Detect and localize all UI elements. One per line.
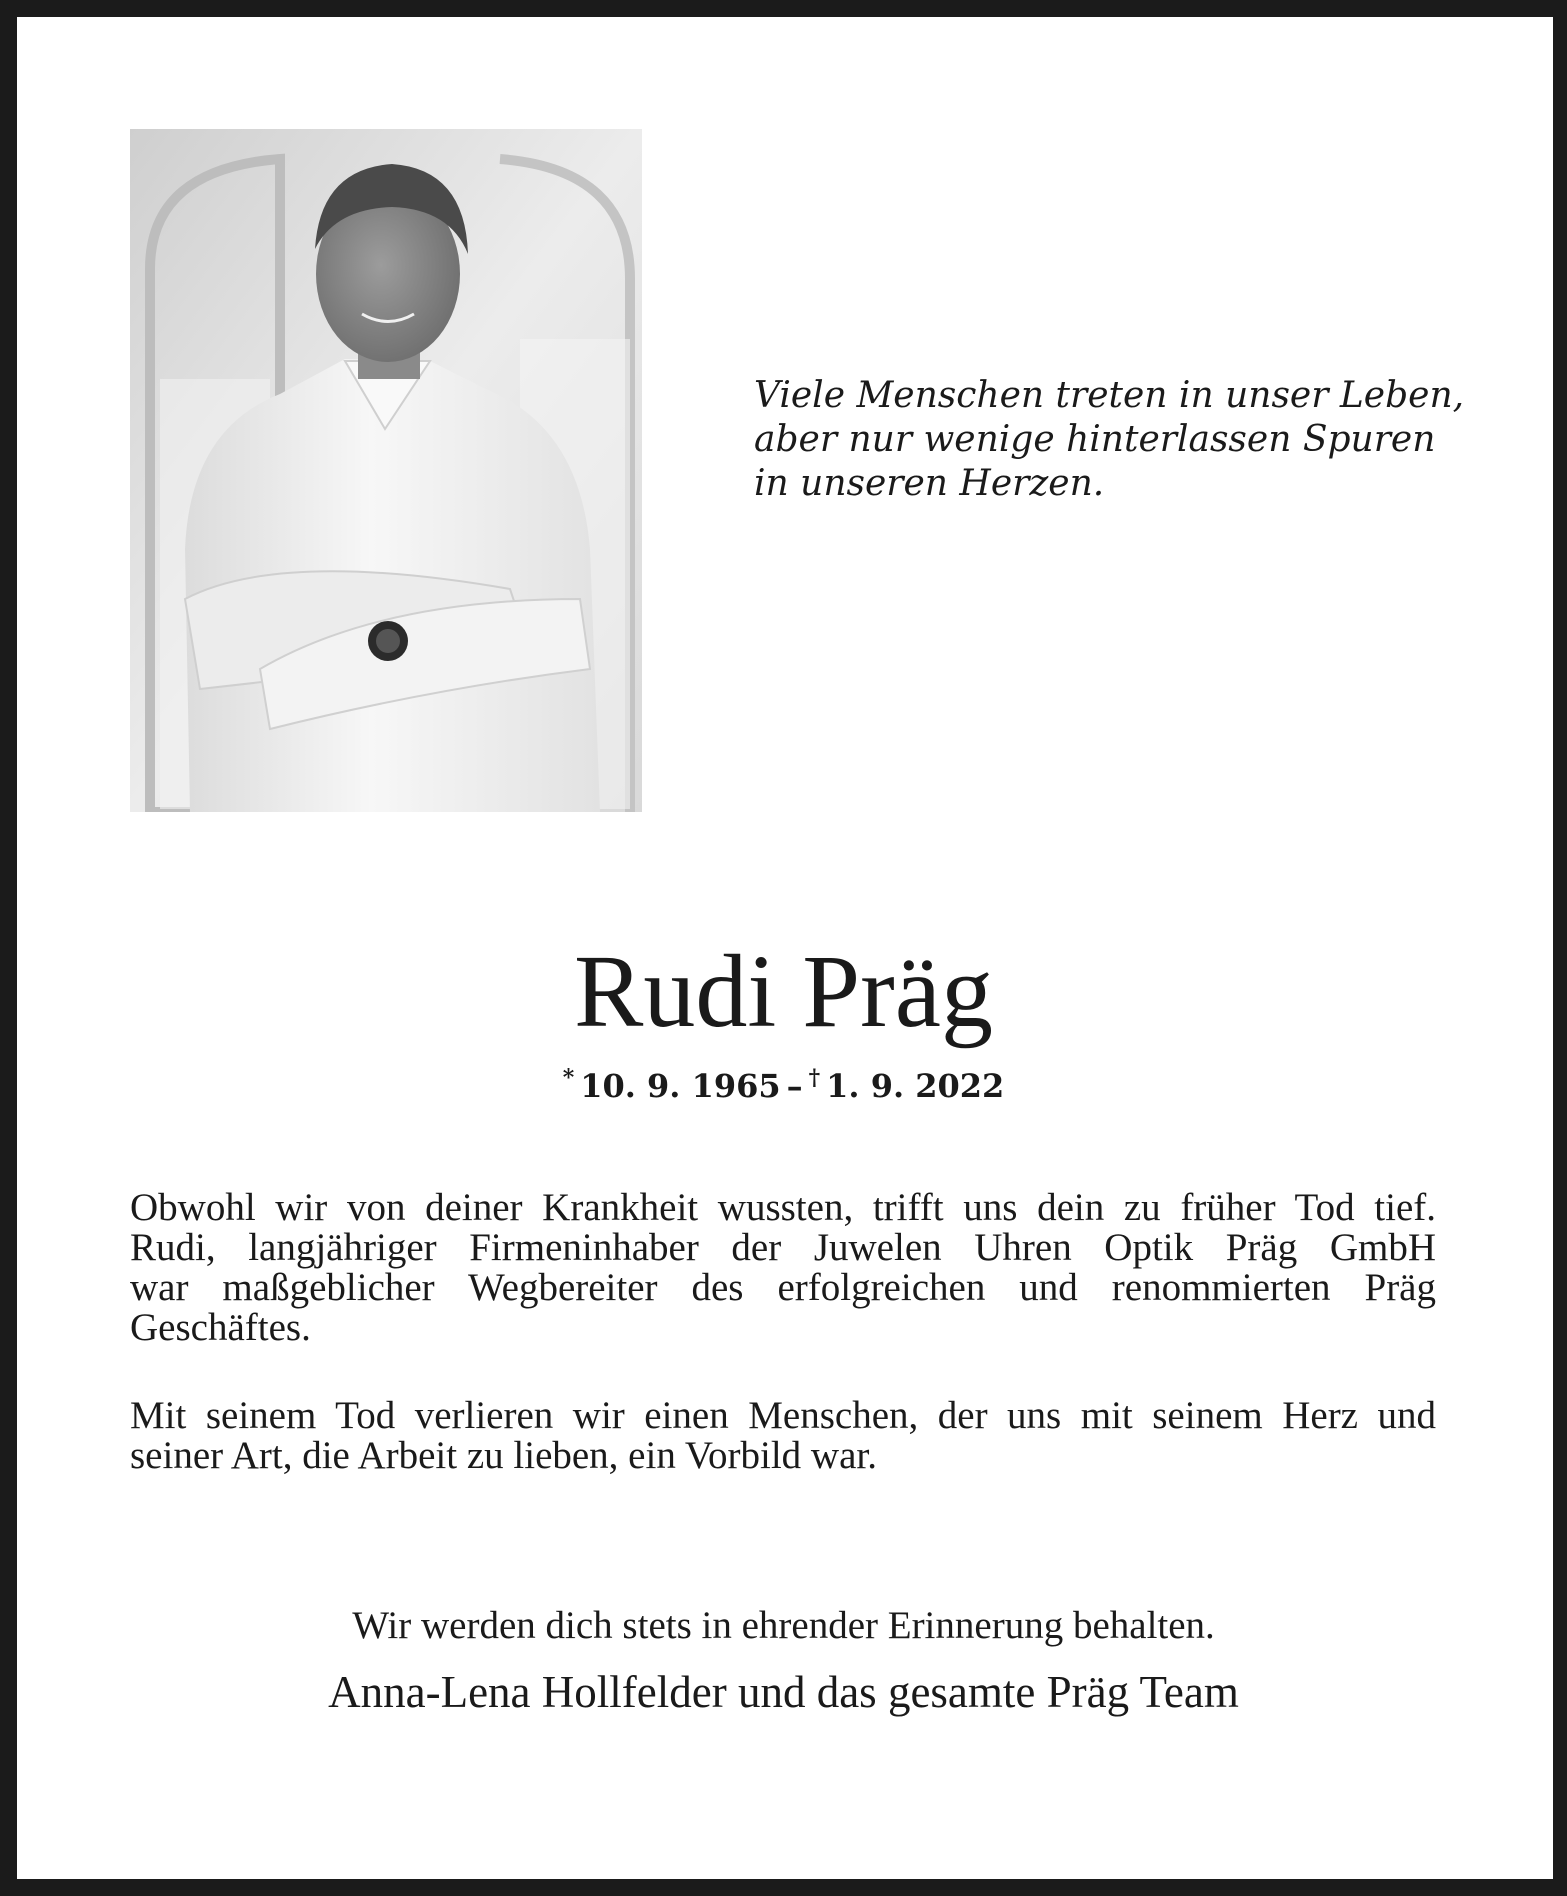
signature: Anna-Lena Hollfelder und das gesamte Präg Team [328,1667,1239,1717]
tribute-paragraph-1 [130,1188,1436,1348]
life-dates [0,1058,1567,1106]
paragraph-line: war maßgeblicher Wegbereiter des erfolgreichen und renommierten Präg [130,1266,1436,1309]
deceased-name: Rudi Präg [574,934,993,1049]
date-separator: – [786,1067,803,1105]
paragraph-line: Obwohl wir von deiner Krankheit wussten, trifft uns dein zu früher Tod tief. [130,1186,1436,1229]
quote-line: in unseren Herzen. [754,463,1105,504]
portrait-photo [130,129,642,812]
paragraph-line: seiner Art, die Arbeit zu lieben, ein Vorbild war. [130,1434,877,1477]
paragraph-line: Mit seinem Tod verlieren wir einen Menschen, der uns mit seinem Herz und [130,1394,1436,1437]
death-symbol: † [808,1065,821,1091]
paragraph-line: Rudi, langjähriger Firmeninhaber der Juwelen Uhren Optik Präg GmbH [130,1226,1436,1269]
birth-symbol: * [562,1065,575,1091]
birth-date: 10. 9. 1965 [580,1067,781,1105]
tribute-paragraph-2 [130,1396,1436,1476]
quote-line: Viele Menschen treten in unser Leben, [754,375,1465,416]
death-date: 1. 9. 2022 [826,1067,1005,1105]
memorial-quote [754,374,1465,506]
quote-line: aber nur wenige hinterlassen Spuren [754,419,1436,460]
paragraph-line: Geschäftes. [130,1306,311,1349]
closing-line: Wir werden dich stets in ehrender Erinnerung behalten. [352,1604,1215,1647]
